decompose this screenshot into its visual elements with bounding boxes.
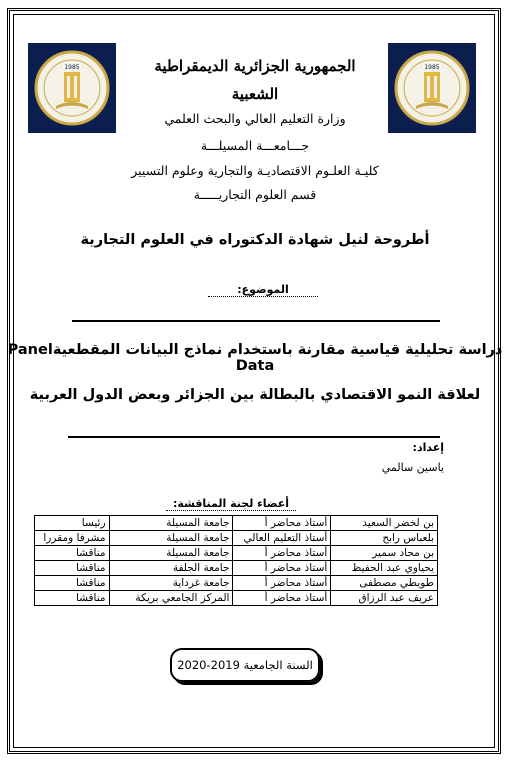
- logo-year: 1985: [64, 64, 80, 71]
- republic-heading: [0, 52, 510, 108]
- table-row: [35, 576, 438, 591]
- author-name: ياسين سالمي: [381, 461, 444, 474]
- member-role: مناقشا: [35, 546, 110, 561]
- member-role: رئيسا: [35, 516, 110, 531]
- table-row: [35, 561, 438, 576]
- member-rank: أستاذ محاضر أ: [233, 516, 331, 531]
- faculty-name: كليـة العلـوم الاقتصاديـة والتجارية وعلوم التسيير: [131, 163, 379, 178]
- member-rank: أستاذ محاضر أ: [233, 561, 331, 576]
- member-name: يحياوي عبد الحفيظ: [331, 561, 438, 576]
- committee-table: [34, 515, 438, 606]
- subject-label: الموضوع:: [208, 283, 318, 297]
- table-row: [35, 546, 438, 561]
- thesis-title-line-1: دراسة تحليلية قياسية مقارنة باستخدام نماذج البيانات المقطعيةPanel Data: [7, 342, 503, 374]
- member-role: مناقشا: [35, 561, 110, 576]
- member-name: عريف عبد الرزاق: [331, 591, 438, 606]
- member-role: مناقشا: [35, 591, 110, 606]
- ministry-name: وزارة التعليم العالي والبحث العلمي: [164, 111, 346, 126]
- table-row: [35, 516, 438, 531]
- department-name: قسم العلوم التجاريـــــة: [193, 187, 317, 202]
- republic-line-1: الجمهورية الجزائرية الديمقراطية: [154, 57, 356, 75]
- member-institution: جامعة المسيلة: [109, 516, 233, 531]
- university-name: جـــامعـــة المسيلـــة: [200, 138, 310, 153]
- member-name: بن لخضر السعيد: [331, 516, 438, 531]
- member-institution: المركز الجامعي بريكة: [109, 591, 233, 606]
- member-rank: أستاذ محاضر أ: [233, 546, 331, 561]
- academic-year-box: السنة الجامعية 2019-2020: [170, 648, 320, 682]
- member-rank: أستاذ محاضر أ: [233, 576, 331, 591]
- thesis-title-line-2: لعلاقة النمو الاقتصادي بالبطالة بين الجزائر وبعض الدول العربية: [29, 387, 481, 403]
- republic-line-2: الشعبية: [231, 85, 279, 103]
- title-top-rule: [72, 320, 440, 322]
- member-institution: جامعة غرداية: [109, 576, 233, 591]
- member-name: بلعباس رابح: [331, 531, 438, 546]
- member-institution: جامعة الجلفة: [109, 561, 233, 576]
- title-bottom-rule: [68, 436, 440, 438]
- logo-year: 1985: [424, 64, 440, 71]
- member-rank: أستاذ التعليم العالي: [233, 531, 331, 546]
- member-role: مشرفا ومقررا: [35, 531, 110, 546]
- table-row: [35, 531, 438, 546]
- member-name: بن محاد سمير: [331, 546, 438, 561]
- prepared-by-label: إعداد:: [412, 441, 444, 454]
- member-institution: جامعة المسيلة: [109, 531, 233, 546]
- member-role: مناقشا: [35, 576, 110, 591]
- table-row: [35, 591, 438, 606]
- member-rank: أستاذ محاضر أ: [233, 591, 331, 606]
- thesis-type: أطروحة لنيل شهادة الدكتوراه في العلوم التجارية: [80, 232, 430, 248]
- member-institution: جامعة المسيلة: [109, 546, 233, 561]
- member-name: طويطي مصطفى: [331, 576, 438, 591]
- committee-title: أعضاء لجنة المناقشة:: [166, 497, 296, 511]
